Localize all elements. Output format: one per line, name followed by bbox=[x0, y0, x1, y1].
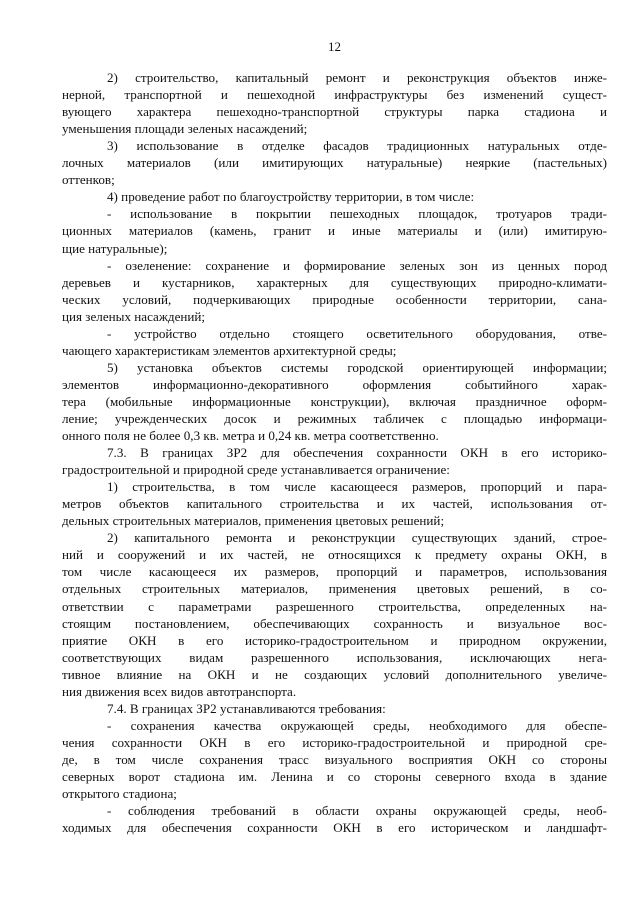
paragraph bbox=[62, 478, 607, 529]
text-line: ционных материалов (камень, гранит и иные материалы и (или) имитирую- bbox=[62, 223, 607, 239]
paragraph bbox=[62, 529, 607, 699]
text-line: - использование в покрытии пешеходных площадок, тротуаров тради- bbox=[107, 206, 607, 222]
paragraph bbox=[62, 802, 607, 836]
text-line: ответствии с параметрами разрешенного строительства, определенных на- bbox=[62, 598, 607, 614]
paragraph bbox=[62, 717, 607, 802]
page-number: 12 bbox=[328, 39, 341, 54]
text-line: открытого стадиона; bbox=[62, 786, 177, 802]
text-line: том числе касающееся их размеров, пропорций и параметров, использования bbox=[62, 564, 607, 580]
text-line: - сохранения качества окружающей среды, необходимого для обеспе- bbox=[107, 717, 607, 733]
text-line: нерной, транспортной и пешеходной инфраструктуры без изменений сущест- bbox=[62, 87, 607, 103]
text-line: онного поля не более 0,3 кв. метра и 0,24 кв. метра соответственно. bbox=[62, 428, 439, 444]
text-line: оттенков; bbox=[62, 172, 115, 188]
text-line: градостроительной и природной среде устанавливается ограничение: bbox=[62, 462, 450, 478]
text-line: ция зеленых насаждений; bbox=[62, 308, 206, 324]
document-body bbox=[62, 69, 607, 836]
text-line: чающего характеристикам элементов архитектурной среды; bbox=[62, 342, 397, 358]
text-line: - соблюдения требований в области охраны окружающей среды, необ- bbox=[107, 803, 607, 819]
text-line: щие натуральные); bbox=[62, 240, 168, 256]
text-line: метров объектов капитального строительства и их частей, использования от- bbox=[62, 496, 607, 512]
text-line: ний и сооружений и их частей, не относящихся к предмету охраны ОКН, в bbox=[62, 547, 607, 563]
text-line: ходимых для обеспечения сохранности ОКН в его историческом и ландшафт- bbox=[62, 820, 607, 836]
text-line: 7.4. В границах ЗР2 устанавливаются требования: bbox=[107, 700, 386, 716]
paragraph bbox=[62, 188, 607, 205]
text-line: дельных строительных материалов, применения цветовых решений; bbox=[62, 513, 445, 529]
paragraph bbox=[62, 325, 607, 359]
text-line: деревьев и кустарников, характерных для существующих природно-климати- bbox=[62, 274, 607, 290]
text-line: 5) установка объектов системы городской ориентирующей информации; bbox=[107, 359, 607, 375]
text-line: ческих условий, подчеркивающих природные особенности территории, сана- bbox=[62, 291, 607, 307]
text-line: тера (мобильные информационные конструкции), включая праздничное оформ- bbox=[62, 393, 607, 409]
paragraph bbox=[62, 137, 607, 188]
text-line: ление; учрежденческих досок и режимных табличек с площадью информаци- bbox=[62, 410, 607, 426]
text-line: северных ворот стадиона им. Ленина и со стороны северного входа в здание bbox=[62, 768, 607, 784]
paragraph bbox=[62, 69, 607, 137]
text-line: стоящим постановлением, обеспечивающих сохранность и визуальное вос- bbox=[62, 615, 607, 631]
text-line: ния движения всех видов автотранспорта. bbox=[62, 683, 297, 699]
text-line: соответствующих видам разрешенного использования, исключающих нега- bbox=[62, 649, 607, 665]
text-line: - устройство отдельно стоящего осветительного оборудования, отве- bbox=[107, 325, 607, 341]
text-line: 1) строительства, в том числе касающееся размеров, пропорций и пара- bbox=[107, 479, 607, 495]
paragraph bbox=[62, 444, 607, 478]
text-line: лочных материалов (или имитирующих натуральные) неяркие (пастельных) bbox=[62, 155, 607, 171]
text-line: де, в том числе сохранения трасс визуального восприятия ОКН со стороны bbox=[62, 751, 607, 767]
text-line: вующего характера пешеходно-транспортной структуры парка стадиона и bbox=[62, 104, 607, 120]
paragraph bbox=[62, 359, 607, 444]
paragraph bbox=[62, 700, 607, 717]
text-line: 7.3. В границах ЗР2 для обеспечения сохранности ОКН в его историко- bbox=[107, 445, 607, 461]
text-line: элементов информационно-декоративного оформления событийного харак- bbox=[62, 376, 607, 392]
text-line: 3) использование в отделке фасадов традиционных натуральных отде- bbox=[107, 138, 607, 154]
paragraph bbox=[62, 205, 607, 256]
text-line: чения сохранности ОКН в его историко-градостроительной и природной сре- bbox=[62, 734, 607, 750]
text-line: 2) капитального ремонта и реконструкции существующих зданий, строе- bbox=[107, 530, 607, 546]
text-line: отдельных строительных материалов, применения цветовых решений, в со- bbox=[62, 581, 607, 597]
paragraph bbox=[62, 257, 607, 325]
document-page bbox=[62, 38, 607, 836]
text-line: 2) строительство, капитальный ремонт и реконструкция объектов инже- bbox=[107, 70, 607, 86]
text-line: 4) проведение работ по благоустройству территории, в том числе: bbox=[107, 189, 475, 205]
text-line: уменьшения площади зеленых насаждений; bbox=[62, 121, 308, 137]
text-line: тивное влияние на ОКН и не создающих условий дополнительного увеличе- bbox=[62, 666, 607, 682]
text-line: приятие ОКН в его историко-градостроительном и природном окружении, bbox=[62, 632, 607, 648]
text-line: - озеленение: сохранение и формирование зеленых зон из ценных пород bbox=[107, 257, 607, 273]
